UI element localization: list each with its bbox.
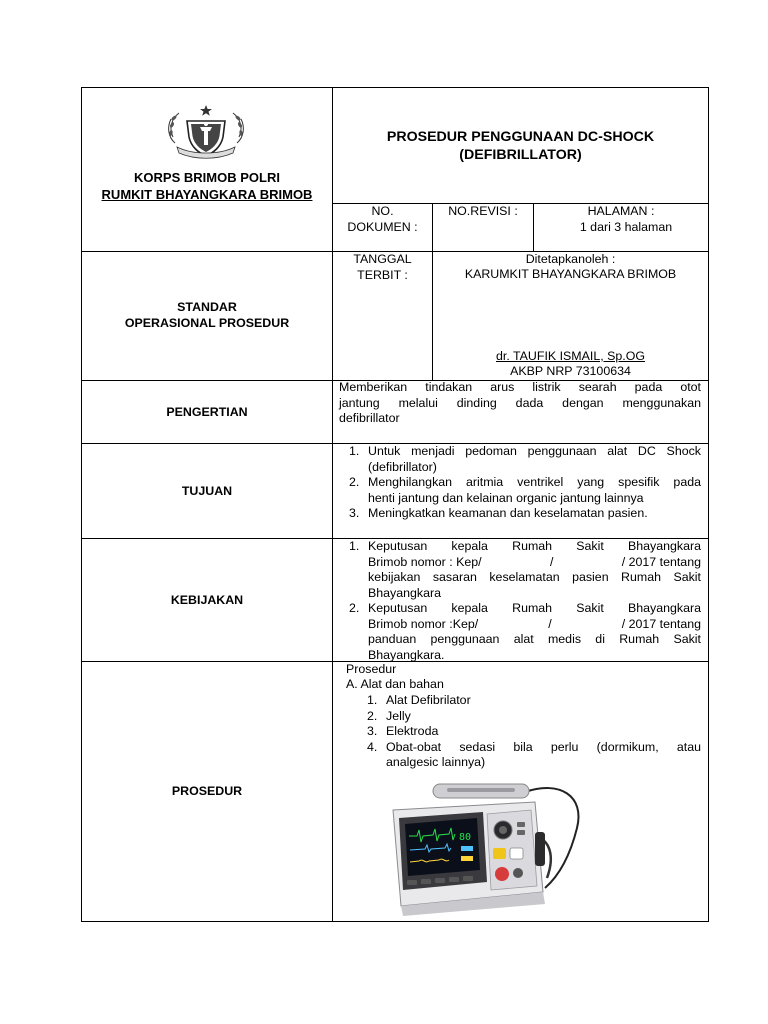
item-line: Elektroda (386, 724, 439, 738)
kep-number-sep: / (548, 616, 552, 631)
list-item (364, 740, 701, 771)
item-line: panduan penggunaan alat medis di Rumah Sakit (368, 632, 701, 646)
list-item (364, 709, 701, 725)
list-item (364, 693, 701, 709)
item-number: 3. (367, 724, 378, 738)
pengertian-label: PENGERTIAN (166, 405, 248, 419)
kep-number-suffix: / 2017 tentang (621, 554, 701, 569)
halaman-label: HALAMAN : (587, 204, 655, 218)
item-line: (defibrillator) (368, 459, 437, 474)
tujuan-label: TUJUAN (181, 484, 233, 498)
item-number: 1. (349, 539, 360, 553)
alat-bahan-list (364, 693, 701, 771)
prosedur-section-a: A. Alat dan bahan (346, 677, 444, 691)
sop-label-line1: STANDAR (177, 300, 237, 314)
no-dokumen-label-line2: DOKUMEN : (347, 219, 418, 234)
item-line: Bhayangkara (368, 585, 442, 600)
halaman-value: 1 dari 3 halaman (579, 219, 673, 234)
defibrillator-device-image (385, 778, 595, 918)
item-line: Obat-obat sedasi bila perlu (dormikum, atau (386, 739, 701, 754)
ditetapkan-label: Ditetapkanoleh : (525, 252, 616, 266)
item-number: 3. (349, 506, 360, 520)
hospital-name (82, 187, 332, 203)
item-line: Alat Defibrilator (386, 693, 471, 707)
item-number: 1. (349, 444, 360, 458)
item-line: Menghilangkan aritmia ventrikel yang spesifik pada (368, 475, 701, 489)
tanggal-line2: TERBIT : (357, 267, 408, 282)
item-line: analgesic lainnya) (386, 755, 486, 769)
pengertian-line2: jantung melalui dinding dada dengan menggunakan (339, 395, 701, 410)
prosedur-heading: Prosedur (346, 662, 397, 676)
sop-label-line2: OPERASIONAL PROSEDUR (124, 316, 290, 330)
kep-number-sep: / (549, 554, 554, 569)
pengertian-line1: Memberikan tindakan arus listrik searah pada otot (339, 380, 701, 394)
polri-emblem-logo (163, 103, 249, 161)
item-line: henti jantung dan kelainan organic jantung lainnya (368, 490, 644, 505)
no-dokumen-label-line1: NO. (371, 204, 394, 218)
hospital-name-text: RUMKIT BHAYANGKARA BRIMOB (101, 187, 313, 202)
signer-name (433, 349, 708, 365)
karumkit-label: KARUMKIT BHAYANGKARA BRIMOB (464, 267, 677, 281)
item-line: Untuk menjadi pedoman penggunaan alat DC Shock (368, 444, 701, 458)
prosedur-label: PROSEDUR (171, 784, 243, 798)
item-line: Bhayangkara. (368, 647, 445, 662)
document-title (333, 128, 708, 164)
monitor-heart-rate: 80 (459, 832, 472, 843)
org-name: KORPS BRIMOB POLRI (134, 170, 280, 185)
list-item (346, 444, 701, 475)
kep-number-prefix: Brimob nomor : Kep/ (368, 554, 482, 569)
item-number: 2. (367, 708, 378, 723)
list-item (346, 601, 701, 663)
tujuan-list (346, 444, 701, 522)
kep-number-prefix: Brimob nomor :Kep/ (368, 616, 479, 631)
item-line (368, 617, 701, 633)
tanggal-terbit-label (333, 252, 432, 283)
kebijakan-label: KEBIJAKAN (170, 593, 244, 607)
list-item (346, 506, 701, 522)
kep-number-suffix: / 2017 tentang (621, 616, 701, 631)
list-item (346, 475, 701, 506)
item-number: 1. (367, 693, 378, 707)
item-line (368, 555, 701, 571)
no-dokumen-label (333, 204, 432, 235)
tanggal-line1: TANGGAL (353, 252, 412, 266)
item-line: kebijakan sasaran keselamatan pasien Rumah Sakit (368, 570, 701, 584)
title-line-2: (DEFIBRILLATOR) (459, 147, 582, 163)
no-revisi-label: NO.REVISI : (448, 204, 518, 218)
title-line-1: PROSEDUR PENGGUNAAN DC-SHOCK (386, 129, 655, 145)
item-line: Jelly (386, 708, 411, 723)
halaman-cell (534, 204, 708, 235)
item-number: 2. (349, 601, 360, 615)
signer-rank: AKBP NRP 73100634 (510, 364, 631, 378)
item-number: 2. (349, 475, 360, 489)
sop-label (82, 299, 332, 331)
signer-name-text: dr. TAUFIK ISMAIL, Sp.OG (496, 349, 645, 363)
item-line: Meningkatkan keamanan dan keselamatan pasien. (368, 506, 648, 520)
list-item (346, 539, 701, 601)
item-number: 4. (367, 739, 378, 754)
pengertian-text (339, 380, 701, 427)
list-item (364, 724, 701, 740)
item-line: Keputusan kepala Rumah Sakit Bhayangkara (368, 601, 701, 615)
pengertian-line3: defibrillator (339, 411, 400, 425)
kebijakan-list (346, 539, 701, 663)
item-line: Keputusan kepala Rumah Sakit Bhayangkara (368, 539, 701, 553)
